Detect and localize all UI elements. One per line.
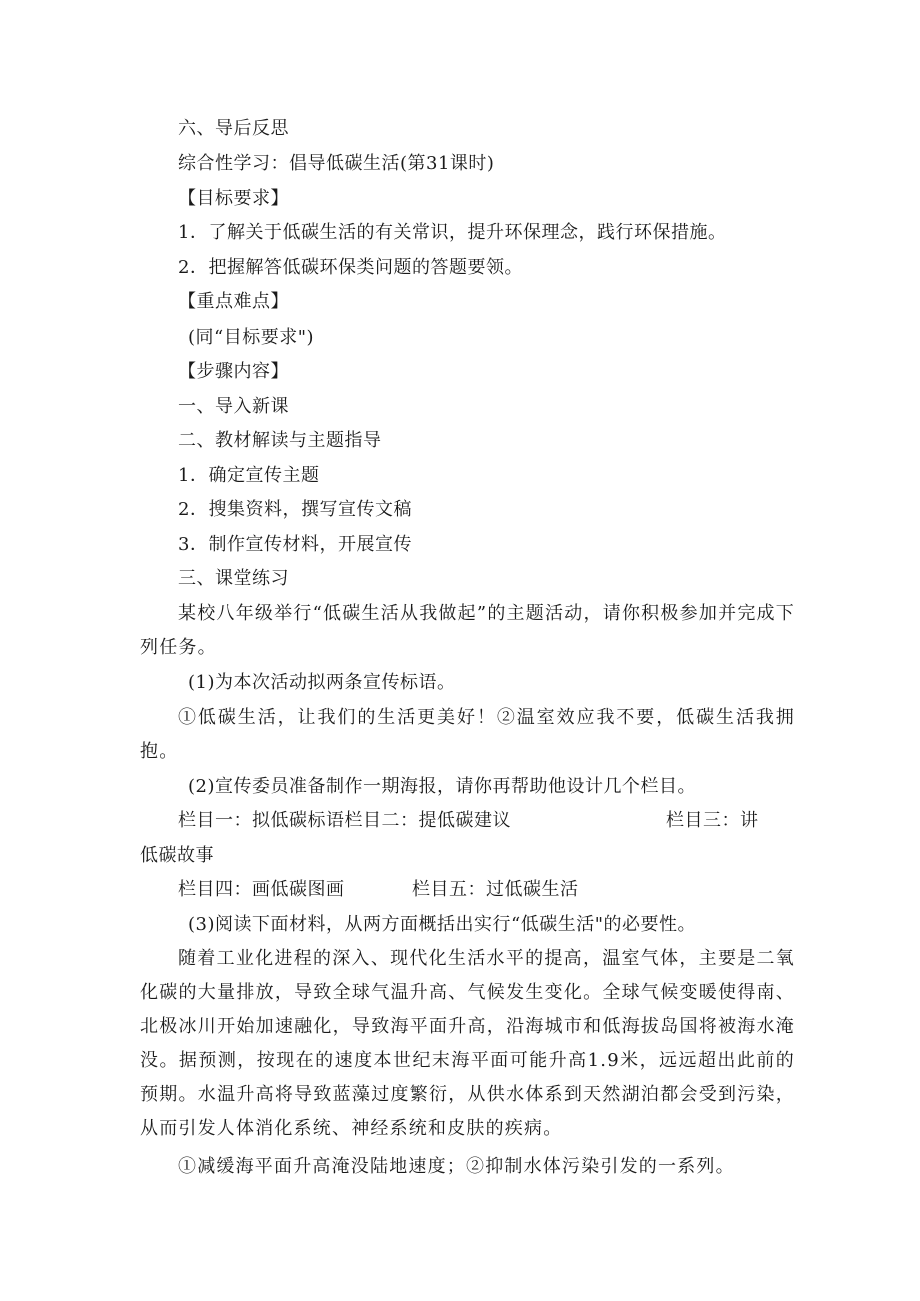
- section-heading-reflection: 六、导后反思: [178, 118, 289, 139]
- question-1: (1)为本次活动拟两条宣传标语。: [188, 672, 456, 693]
- step-heading-3: 三、课堂练习: [178, 568, 289, 589]
- answer-3: ①减缓海平面升高淹没陆地速度；②抑制水体污染引发的一系列。: [178, 1156, 735, 1177]
- step-heading-1: 一、导入新课: [178, 396, 289, 417]
- steps-heading: 【步骤内容】: [178, 361, 289, 382]
- column-3-part-a: 栏目三：讲: [666, 810, 759, 831]
- step-heading-2: 二、教材解读与主题指导: [178, 430, 382, 451]
- question-2: (2)宣传委员准备制作一期海报，请你再帮助他设计几个栏目。: [188, 776, 696, 797]
- answer-1: ①低碳生活，让我们的生活更美好！②温室效应我不要，低碳生活我拥抱。: [140, 707, 795, 762]
- exercise-intro: 某校八年级举行“低碳生活从我做起”的主题活动，请你积极参加并完成下列任务。: [140, 603, 795, 658]
- lesson-title: 综合性学习：倡导低碳生活(第31课时): [178, 153, 495, 174]
- question-3: (3)阅读下面材料，从两方面概括出实行“低碳生活"的必要性。: [188, 914, 696, 935]
- sub-step-1: 1．确定宣传主题: [178, 465, 320, 486]
- sub-step-2: 2．搜集资料，撰写宣传文稿: [178, 499, 412, 520]
- sub-step-3: 3．制作宣传材料，开展宣传: [178, 534, 412, 555]
- column-3-part-b: 低碳故事: [140, 845, 214, 866]
- column-1-2: 栏目一：拟低碳标语栏目二：提低碳建议: [178, 810, 511, 831]
- column-4: 栏目四：画低碳图画: [178, 879, 345, 900]
- key-difficulty-heading: 【重点难点】: [178, 291, 289, 312]
- goal-item-1: 1．了解关于低碳生活的有关常识，提升环保理念，践行环保措施。: [178, 222, 727, 243]
- goal-item-2: 2．把握解答低碳环保类问题的答题要领。: [178, 257, 523, 278]
- key-difficulty-text: (同“目标要求"): [188, 327, 315, 348]
- material-paragraph: 随着工业化进程的深入、现代化生活水平的提高，温室气体，主要是二氧化碳的大量排放，导致全球气温升高、气候发生变化。全球气候变暖使得南、北极冰川开始加速融化，导致海平面升高，沿海城市和低海拔岛国将被海水淹没。据预测，按现在的速度本世纪末海平面可能升高1.9米，远远超出此前的预期。水温升高将导致蓝藻过度繁衍，从供水体系到天然湖泊都会受到污染，从而引发人体消化系统、神经系统和皮肤的疾病。: [140, 948, 795, 1139]
- column-5: 栏目五：过低碳生活: [412, 879, 579, 900]
- goal-heading: 【目标要求】: [178, 188, 289, 209]
